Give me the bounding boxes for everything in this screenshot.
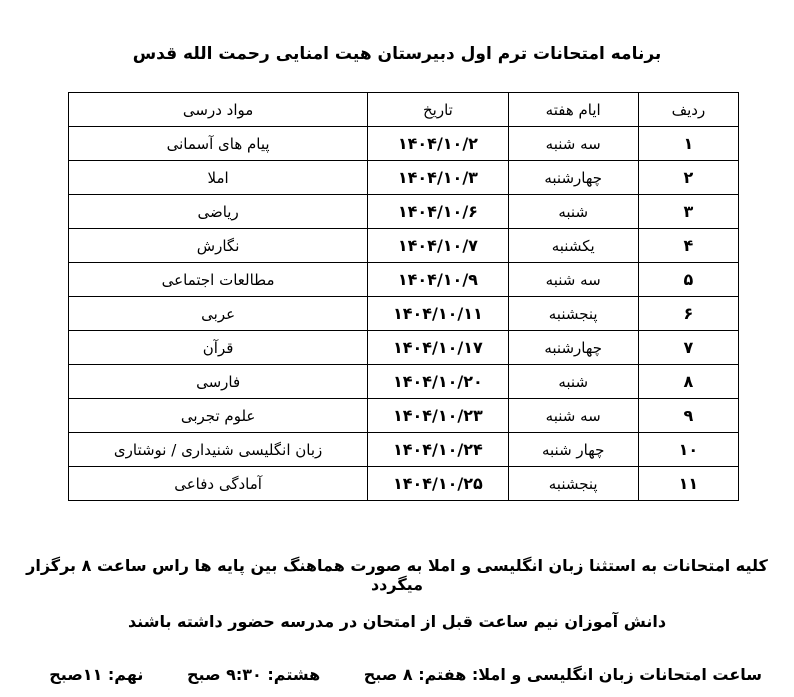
subject-cell: آمادگی دفاعی — [69, 467, 368, 501]
date-cell: ۱۴۰۴/۱۰/۲۰ — [368, 365, 508, 399]
subject-cell: پیام های آسمانی — [69, 127, 368, 161]
row-number-cell: ۵ — [638, 263, 738, 297]
table-row — [69, 399, 739, 433]
date-cell: ۱۴۰۴/۱۰/۱۷ — [368, 331, 508, 365]
subject-cell: زبان انگلیسی شنیداری / نوشتاری — [69, 433, 368, 467]
table-row — [69, 195, 739, 229]
exam-schedule-table — [68, 92, 739, 501]
row-number-cell: ۹ — [638, 399, 738, 433]
note-exam-time: کلیه امتحانات به استثنا زبان انگلیسی و املا به صورت هماهنگ بین پایه ها راس ساعت ۸ برگزار میگردد — [26, 556, 768, 594]
hours-ninth: نهم: ۱۱صبح — [49, 665, 144, 684]
date-cell: ۱۴۰۴/۱۰/۶ — [368, 195, 508, 229]
table-row — [69, 365, 739, 399]
hours-eighth: هشتم: ۹:۳۰ صبح — [187, 665, 321, 684]
header-date: تاریخ — [368, 93, 508, 127]
row-number-cell: ۱ — [638, 127, 738, 161]
subject-cell: قرآن — [69, 331, 368, 365]
weekday-cell: سه شنبه — [508, 263, 638, 297]
date-cell: ۱۴۰۴/۱۰/۲۳ — [368, 399, 508, 433]
english-dictation-hours — [11, 665, 762, 684]
subject-cell: فارسی — [69, 365, 368, 399]
weekday-cell: شنبه — [508, 365, 638, 399]
date-cell: ۱۴۰۴/۱۰/۲۴ — [368, 433, 508, 467]
weekday-cell: چهار شنبه — [508, 433, 638, 467]
date-cell: ۱۴۰۴/۱۰/۲۵ — [368, 467, 508, 501]
subject-cell: علوم تجربی — [69, 399, 368, 433]
table-row — [69, 263, 739, 297]
table-row — [69, 297, 739, 331]
subject-cell: مطالعات اجتماعی — [69, 263, 368, 297]
weekday-cell: چهارشنبه — [508, 161, 638, 195]
subject-cell: ریاضی — [69, 195, 368, 229]
table-row — [69, 331, 739, 365]
table-header-row — [69, 93, 739, 127]
table-row — [69, 433, 739, 467]
page-title: برنامه امتحانات ترم اول دبیرستان هیت امنایی رحمت الله قدس — [132, 44, 662, 64]
row-number-cell: ۱۰ — [638, 433, 738, 467]
subject-cell: املا — [69, 161, 368, 195]
weekday-cell: یکشنبه — [508, 229, 638, 263]
hours-seventh: ساعت امتحانات زبان انگلیسی و املا: هفتم: ۸ صبح — [363, 665, 762, 684]
row-number-cell: ۷ — [638, 331, 738, 365]
date-cell: ۱۴۰۴/۱۰/۲ — [368, 127, 508, 161]
row-number-cell: ۶ — [638, 297, 738, 331]
date-cell: ۱۴۰۴/۱۰/۹ — [368, 263, 508, 297]
date-cell: ۱۴۰۴/۱۰/۱۱ — [368, 297, 508, 331]
row-number-cell: ۲ — [638, 161, 738, 195]
row-number-cell: ۸ — [638, 365, 738, 399]
row-number-cell: ۱۱ — [638, 467, 738, 501]
table-row — [69, 127, 739, 161]
table-row — [69, 229, 739, 263]
row-number-cell: ۴ — [638, 229, 738, 263]
weekday-cell: سه شنبه — [508, 399, 638, 433]
header-row-number: ردیف — [638, 93, 738, 127]
subject-cell: عربی — [69, 297, 368, 331]
weekday-cell: چهارشنبه — [508, 331, 638, 365]
date-cell: ۱۴۰۴/۱۰/۳ — [368, 161, 508, 195]
header-weekday: ایام هفته — [508, 93, 638, 127]
weekday-cell: پنجشنبه — [508, 297, 638, 331]
weekday-cell: شنبه — [508, 195, 638, 229]
row-number-cell: ۳ — [638, 195, 738, 229]
table-row — [69, 467, 739, 501]
header-subject: مواد درسی — [69, 93, 368, 127]
note-arrival: دانش آموزان نیم ساعت قبل از امتحان در مدرسه حضور داشته باشند — [127, 612, 667, 631]
date-cell: ۱۴۰۴/۱۰/۷ — [368, 229, 508, 263]
subject-cell: نگارش — [69, 229, 368, 263]
table-row — [69, 161, 739, 195]
weekday-cell: پنجشنبه — [508, 467, 638, 501]
weekday-cell: سه شنبه — [508, 127, 638, 161]
